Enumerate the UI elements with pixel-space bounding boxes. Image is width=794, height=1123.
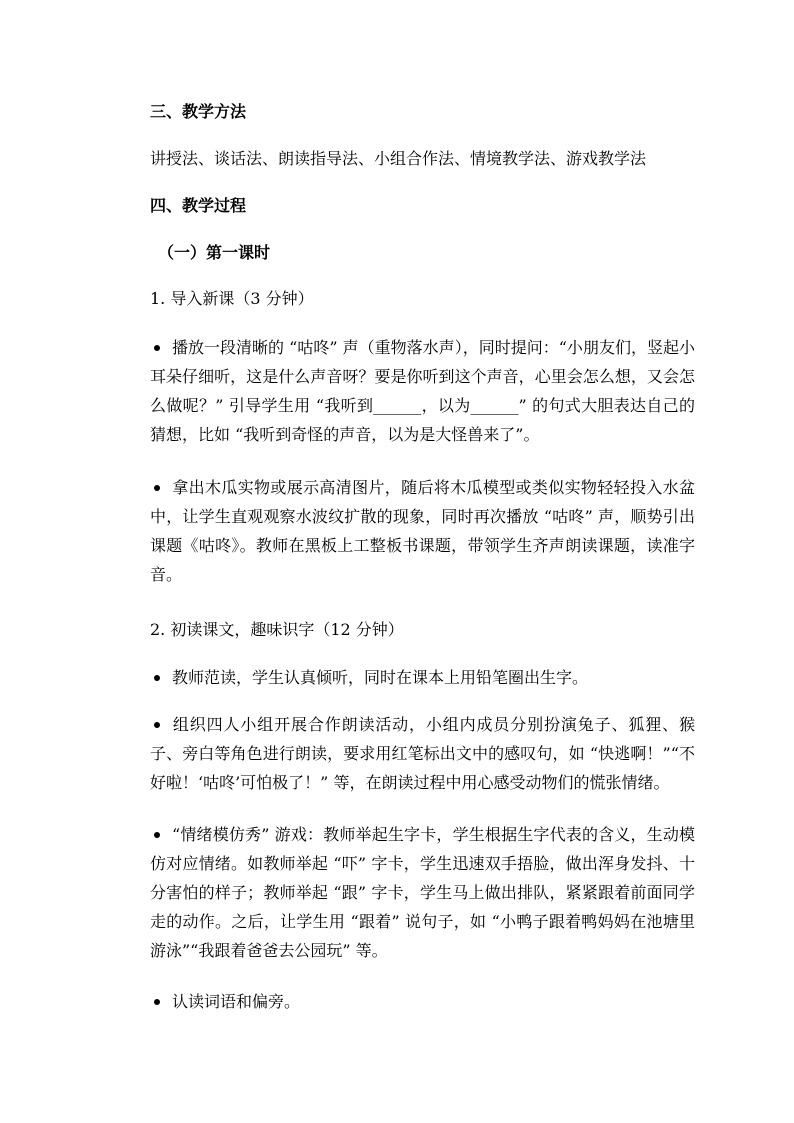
list-item [150,663,695,692]
bullet-icon [154,722,160,728]
step-title-intro: 1. 导入新课（3 分钟） [150,289,314,308]
list-item-text: 播放一段清晰的 “咕咚” 声（重物落水声），同时提问：“小朋友们，竖起小耳朵仔细听，这是什么声音呀？要是你听到这个声音，心里会怎么想，又会怎么做呢？” 引导学生用 “我听到______，以为______” 的句式大胆表达自己的猜想，比如 “我听到奇怪的声音，以为是大怪兽来了”。 [150,338,695,444]
list-item [150,333,695,449]
list-item [150,820,695,965]
section-heading-teaching-methods: 三、教学方法 [150,102,247,121]
teaching-methods-list: 讲授法、谈话法、朗读指导法、小组合作法、情境教学法、游戏教学法 [150,149,647,168]
list-item [150,710,695,797]
bullet-icon [154,999,160,1005]
bullet-icon [154,345,160,351]
section-heading-teaching-process: 四、教学过程 [150,196,247,215]
list-item [150,473,695,589]
bullet-icon [154,675,160,681]
list-item-text: 教师范读，学生认真倾听，同时在课本上用铅笔圈出生字。 [172,668,589,687]
step-title-first-reading: 2. 初读课文，趣味识字（12 分钟） [150,620,404,639]
list-item-text: 认读词语和偏旁。 [172,992,301,1011]
bullet-icon [154,485,160,491]
list-item-text: 拿出木瓜实物或展示高清图片，随后将木瓜模型或类似实物轻轻投入水盆中，让学生直观观察水波纹扩散的现象，同时再次播放 “咕咚” 声，顺势引出课题《咕咚》。教师在黑板上工整板书课题，带领学生齐声朗读课题，读准字音。 [150,478,695,584]
list-item-text: 组织四人小组开展合作朗读活动，小组内成员分别扮演兔子、狐狸、猴子、旁白等角色进行朗读，要求用红笔标出文中的感叹句，如 “快逃啊！”“不好啦！‘咕咚’可怕极了！” 等，在朗读过程中用心感受动物们的慌张情绪。 [150,715,695,792]
list-item [150,987,695,1016]
list-item-text: “情绪模仿秀” 游戏：教师举起生字卡，学生根据生字代表的含义，生动模仿对应情绪。如教师举起 “吓” 字卡，学生迅速双手捂脸，做出浑身发抖、十分害怕的样子；教师举起 “跟” 字卡，学生马上做出排队，紧紧跟着前面同学走的动作。之后，让学生用 “跟着” 说句子，如 “小鸭子跟着鸭妈妈在池塘里游泳”“我跟着爸爸去公园玩” 等。 [150,825,695,960]
period-heading-first-lesson: （一）第一课时 [158,243,271,262]
bullet-icon [154,832,160,838]
